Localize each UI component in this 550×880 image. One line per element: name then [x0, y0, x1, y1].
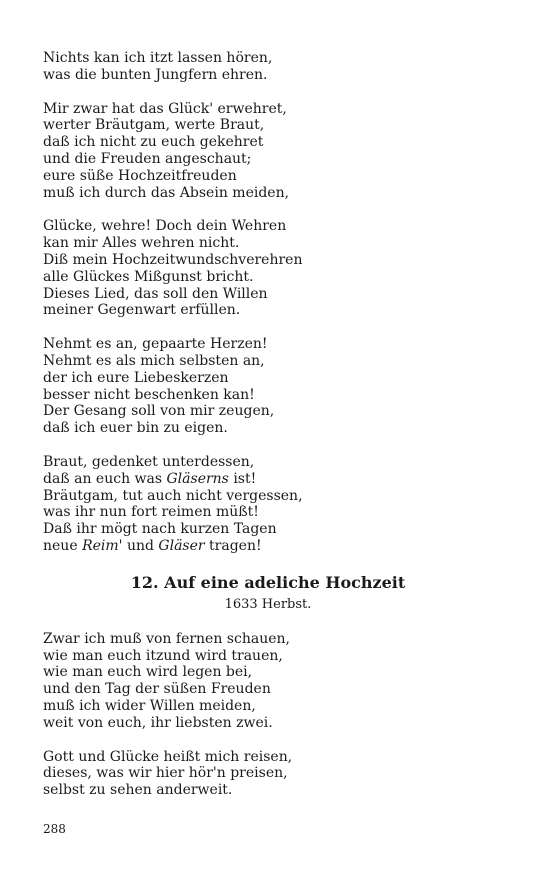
stanza-with-italics	[43, 454, 503, 555]
verse-line: muß ich wider Willen meiden,	[43, 697, 256, 714]
stanza	[43, 749, 503, 799]
verse-line	[43, 471, 503, 488]
verse-line: und den Tag der süßen Freuden	[43, 681, 271, 698]
stanzas-a	[43, 50, 503, 437]
verse-line: muß ich durch das Absein meiden,	[43, 184, 290, 201]
italic-word: Gläser	[158, 537, 205, 554]
verse-line: Nichts kan ich itzt lassen hören,	[43, 50, 273, 66]
verse-line: wie man euch itzund wird trauen,	[43, 647, 283, 664]
verse-line: Daß ihr mögt nach kurzen Tagen	[43, 521, 277, 538]
text-run: neue	[43, 537, 83, 554]
verse-line: dieses, was wir hier hör'n preisen,	[43, 765, 288, 782]
verse-line: meiner Gegenwart erfüllen.	[43, 302, 241, 319]
verse-line: werter Bräutgam, werte Braut,	[43, 117, 265, 134]
text-run: daß an euch was	[43, 470, 167, 487]
verse-line	[43, 538, 503, 555]
stanza	[43, 336, 503, 437]
verse-line: was die bunten Jungfern ehren.	[43, 66, 268, 83]
text-run: ist!	[228, 470, 257, 487]
stanzas-b	[43, 631, 503, 799]
stanza	[43, 218, 503, 319]
page-body	[43, 50, 503, 816]
verse-line: besser nicht beschenken kan!	[43, 386, 255, 403]
verse-line: der ich eure Liebeskerzen	[43, 369, 229, 386]
verse-line: Gott und Glücke heißt mich reisen,	[43, 748, 293, 765]
stanza	[43, 101, 503, 202]
verse-line: eure süße Hochzeitfreuden	[43, 167, 237, 184]
text-run: und	[122, 537, 159, 554]
verse-line: kan mir Alles wehren nicht.	[43, 235, 240, 252]
page-number: 288	[43, 822, 66, 836]
poem-date: 1633 Herbst.	[224, 596, 312, 612]
text-run: tragen!	[204, 537, 262, 554]
italic-word: Gläserns	[166, 470, 229, 487]
verse-line: Dieses Lied, das soll den Willen	[43, 285, 268, 302]
verse-line: Diß mein Hochzeitwundschverehren	[43, 251, 303, 268]
stanza	[43, 50, 503, 84]
italic-word: Reim'	[82, 537, 123, 554]
poem-title: 12. Auf eine adeliche Hochzeit	[130, 572, 406, 592]
verse-line: Nehmt es als mich selbsten an,	[43, 352, 265, 369]
verse-line: und die Freuden angeschaut;	[43, 150, 252, 167]
verse-line: Glücke, wehre! Doch dein Wehren	[43, 218, 287, 235]
verse-line: daß ich nicht zu euch gekehret	[43, 134, 264, 151]
verse-line: Der Gesang soll von mir zeugen,	[43, 403, 275, 420]
verse-line: Nehmt es an, gepaarte Herzen!	[43, 336, 268, 353]
verse-line: Braut, gedenket unterdessen,	[43, 453, 255, 470]
verse-line: daß ich euer bin zu eigen.	[43, 420, 228, 437]
verse-line: Bräutgam, tut auch nicht vergessen,	[43, 487, 303, 504]
verse-line: selbst zu sehen anderweit.	[43, 782, 233, 799]
verse-line: alle Glückes Mißgunst bricht.	[43, 268, 254, 285]
verse-line: wie man euch wird legen bei,	[43, 664, 253, 681]
verse-line: Mir zwar hat das Glück' erwehret,	[43, 100, 287, 117]
verse-line: was ihr nun fort reimen müßt!	[43, 504, 259, 521]
stanza	[43, 631, 503, 732]
verse-line: Zwar ich muß von fernen schauen,	[43, 630, 290, 647]
verse-line: weit von euch, ihr liebsten zwei.	[43, 714, 273, 731]
